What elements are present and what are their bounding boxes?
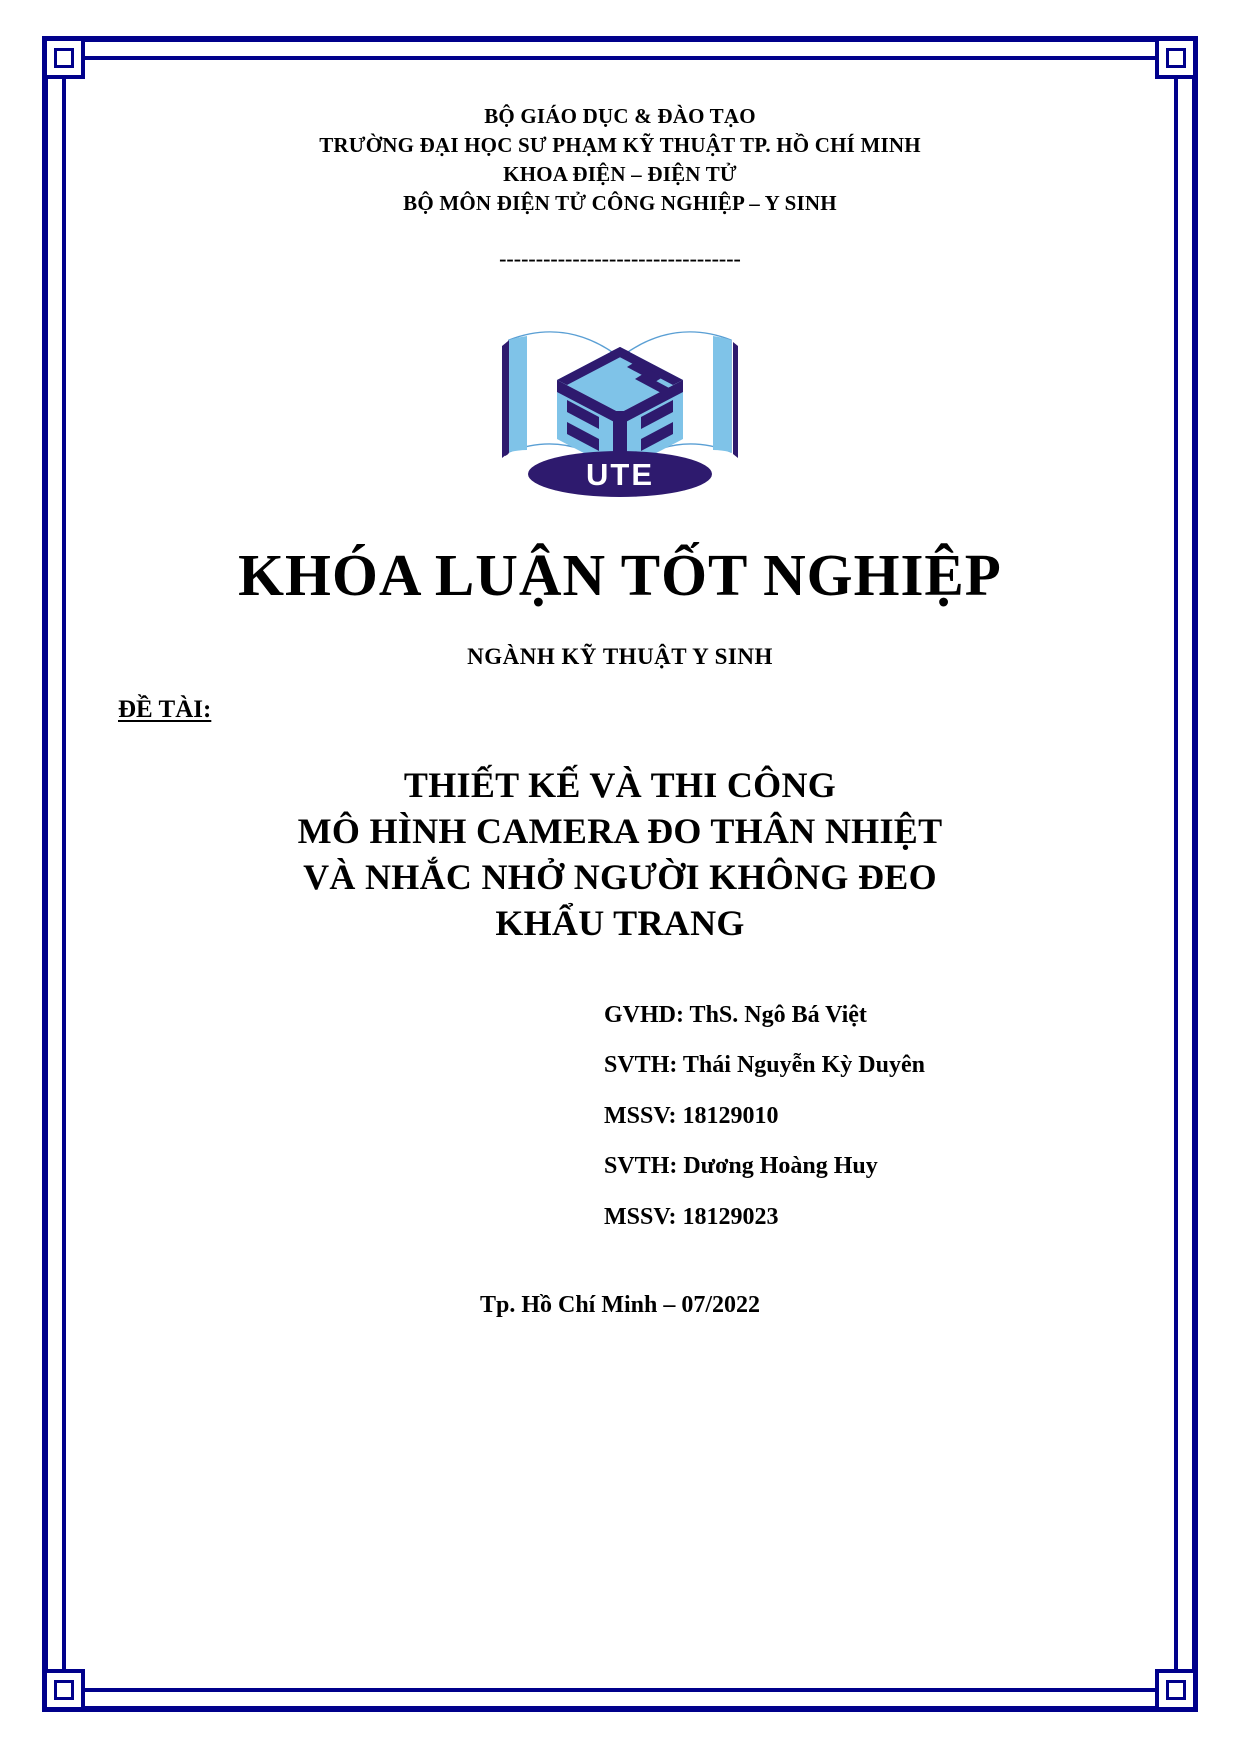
university-name: TRƯỜNG ĐẠI HỌC SƯ PHẠM KỸ THUẬT TP. HỒ CHÍ MINH xyxy=(319,132,921,157)
logo-container xyxy=(104,292,1136,497)
ministry-name: BỘ GIÁO DỤC & ĐÀO TẠO xyxy=(484,104,756,128)
header-divider: --------------------------------- xyxy=(499,245,741,271)
thesis-topic-line-3: VÀ NHẮC NHỞ NGƯỜI KHÔNG ĐEO xyxy=(303,856,937,897)
major-subtitle: NGÀNH KỸ THUẬT Y SINH xyxy=(467,643,773,669)
ute-logo xyxy=(495,292,745,497)
page-title: KHÓA LUẬN TỐT NGHIỆP xyxy=(238,541,1002,608)
corner-inner-square-top-left xyxy=(54,48,74,68)
faculty-name: KHOA ĐIỆN – ĐIỆN TỬ xyxy=(503,161,737,186)
page-content xyxy=(80,74,1160,1674)
corner-inner-square-top-right xyxy=(1166,48,1186,68)
student-2-id: MSSV: 18129023 xyxy=(604,1203,779,1230)
topic-label: ĐỀ TÀI: xyxy=(118,695,212,723)
logo-text: UTE xyxy=(586,456,654,492)
thesis-topic-line-4: KHẨU TRANG xyxy=(495,903,745,943)
institution-header xyxy=(104,102,1136,218)
thesis-topic-line-2: MÔ HÌNH CAMERA ĐO THÂN NHIỆT xyxy=(297,810,943,851)
student-2-name: SVTH: Dương Hoàng Huy xyxy=(604,1153,878,1180)
ute-logo-svg xyxy=(495,292,745,497)
corner-inner-square-bottom-left xyxy=(54,1680,74,1700)
thesis-topic-line-1: THIẾT KẾ VÀ THI CÔNG xyxy=(403,764,837,805)
place-and-date: Tp. Hồ Chí Minh – 07/2022 xyxy=(479,1292,761,1319)
corner-inner-square-bottom-right xyxy=(1166,1680,1186,1700)
student-1-id: MSSV: 18129010 xyxy=(604,1102,779,1129)
advisor-line: GVHD: ThS. Ngô Bá Việt xyxy=(604,1002,867,1029)
thesis-topic-title xyxy=(104,762,1136,946)
student-1-name: SVTH: Thái Nguyễn Kỳ Duyên xyxy=(604,1052,925,1079)
author-info-block xyxy=(104,1002,1136,1230)
topic-label-row xyxy=(104,696,1136,724)
department-name: BỘ MÔN ĐIỆN TỬ CÔNG NGHIỆP – Y SINH xyxy=(403,190,837,215)
